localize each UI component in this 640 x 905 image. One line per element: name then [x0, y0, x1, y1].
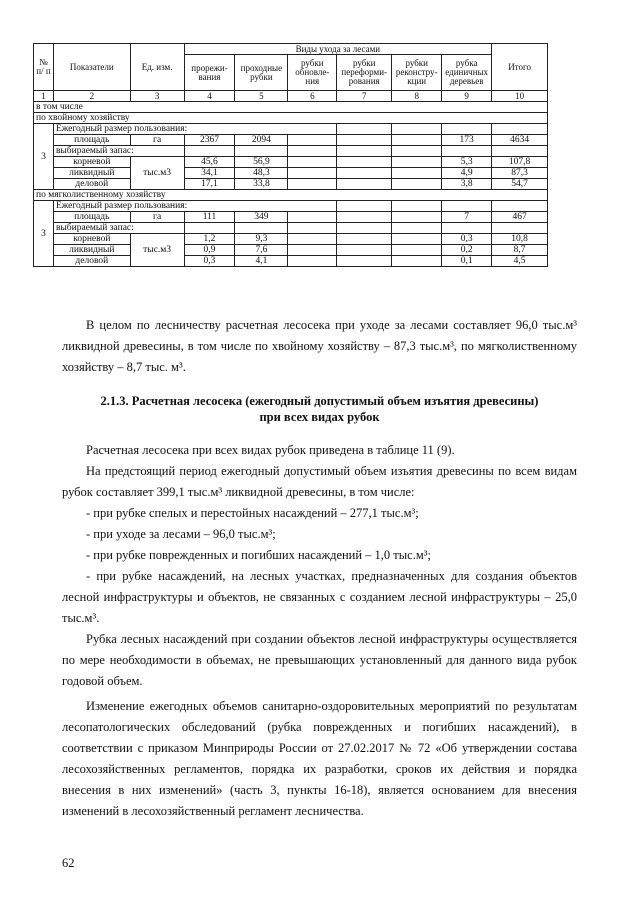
- heading-line-1: 2.1.3. Расчетная лесосека (ежегодный допустимый объем изъятия древесины): [100, 394, 539, 408]
- col-number: 1: [34, 91, 54, 102]
- table-cell: [392, 256, 442, 267]
- header-num: № п/ п: [34, 44, 54, 91]
- table-cell: [392, 157, 442, 168]
- table-cell: 173: [442, 135, 492, 146]
- bullet-infrastructure: - при рубке насаждений, на лесных участках, предназначенных для создания объектов лесной инфраструктуры и объектов, не связанных с созданием лесной инфраструктуры – 25,0 тыс.м³.: [62, 569, 577, 625]
- table-row: [34, 124, 548, 135]
- table-cell: 5,3: [442, 157, 492, 168]
- paragraph-annual-volume: На предстоящий период ежегодный допустимый объем изъятия древесины по всем видам рубок составляет 399,1 тыс.м³ ликвидной древесины, в том числе:: [62, 464, 577, 499]
- table-cell: 0,9: [184, 245, 235, 256]
- body-text-block: [62, 440, 577, 822]
- table-cell: 2367: [184, 135, 235, 146]
- table-cell: [337, 212, 392, 223]
- page-number: 62: [62, 856, 75, 870]
- table-cell: 4,9: [442, 168, 492, 179]
- row-label: деловой: [53, 256, 130, 267]
- table-row: [34, 157, 548, 168]
- stock-unit: тыс.м3: [130, 157, 184, 190]
- table-cell: 467: [492, 212, 548, 223]
- table-cell: 0,3: [184, 256, 235, 267]
- table-cell: 45,6: [184, 157, 235, 168]
- table-cell: 54,7: [492, 179, 548, 190]
- col-number: 5: [235, 91, 288, 102]
- table-cell: 48,3: [235, 168, 288, 179]
- paragraph-table-ref: Расчетная лесосека при всех видах рубок приведена в таблице 11 (9).: [86, 443, 455, 457]
- row-label: корневой: [53, 157, 130, 168]
- annual-size-label: Ежегодный размер пользования:: [53, 201, 336, 212]
- area-unit: га: [130, 135, 184, 146]
- table-cell: [337, 157, 392, 168]
- table-row: [34, 234, 548, 245]
- table-cell: 9,3: [235, 234, 288, 245]
- table-cell: 0,3: [442, 234, 492, 245]
- bullet-forest-care: - при уходе за лесами – 96,0 тыс.м³;: [86, 527, 276, 541]
- table-cell: [337, 135, 392, 146]
- column-numbers-row: [34, 91, 548, 102]
- including-label: в том числе: [34, 102, 548, 113]
- col-number: 2: [53, 91, 130, 102]
- header-unit: Ед. изм.: [130, 44, 184, 91]
- table-cell: [392, 212, 442, 223]
- area-label: площадь: [53, 135, 130, 146]
- bullet-mature-stands: - при рубке спелых и перестойных насаждений – 277,1 тыс.м³;: [86, 506, 419, 520]
- paragraph-summary: В целом по лесничеству расчетная лесосека при уходе за лесами составляет 96,0 тыс.м³ ликвидной древесины, в том числе по хвойному хозяйству – 87,3 тыс.м³, по мягколиственному хозяйству – 8,7 тыс. м³.: [62, 318, 577, 374]
- col-number: 10: [492, 91, 548, 102]
- table-cell: 0,1: [442, 256, 492, 267]
- table-cell: [288, 234, 337, 245]
- header-col-single-trees: рубка единичных деревьев: [442, 55, 492, 91]
- annual-size-label: Ежегодный размер пользования:: [53, 124, 336, 135]
- col-number: 8: [392, 91, 442, 102]
- table-cell: [288, 179, 337, 190]
- table-cell: [288, 256, 337, 267]
- table-cell: 4634: [492, 135, 548, 146]
- table-cell: 111: [184, 212, 235, 223]
- table-cell: [392, 168, 442, 179]
- row-num: 3: [34, 124, 54, 190]
- table-cell: 1,2: [184, 234, 235, 245]
- table-cell: 33,8: [235, 179, 288, 190]
- table-row: [34, 245, 548, 256]
- table-row: [34, 201, 548, 212]
- row-num: 3: [34, 201, 54, 267]
- table-cell: 7: [442, 212, 492, 223]
- paragraph-sanitary-changes: Изменение ежегодных объемов санитарно-оздоровительных мероприятий по результатам лесопатологических обследований (рубка поврежденных и погибших насаждений), в соответствии с приказом Минприроды России от 27.02.2017 № 72 «Об утверждении состава лесохозяйственных регламентов, порядка их разработки, сроков их действия и порядка внесения в них изменений» (часть 3, пункты 16-18), является основанием для внесения изменений в лесохозяйственный регламент лесничества.: [62, 699, 577, 818]
- section-heading: [62, 393, 577, 425]
- table-cell: [288, 245, 337, 256]
- table-cell: 17,1: [184, 179, 235, 190]
- header-indicators: Показатели: [53, 44, 130, 91]
- table-cell: 0,2: [442, 245, 492, 256]
- row-label: ликвидный: [53, 245, 130, 256]
- table-header-row: [34, 44, 548, 55]
- table-cell: 56,9: [235, 157, 288, 168]
- table-row: [34, 146, 548, 157]
- row-label: ликвидный: [53, 168, 130, 179]
- table-row: [34, 212, 548, 223]
- paragraph-infrastructure-cutting: Рубка лесных насаждений при создании объектов лесной инфраструктуры осуществляется по мере необходимости в объемах, не превышающих установленный для данного вида рубок годовой объем.: [62, 632, 577, 688]
- header-types-group: Виды ухода за лесами: [184, 44, 492, 55]
- table-cell: 8,7: [492, 245, 548, 256]
- stock-label: выбираемый запас:: [53, 223, 184, 234]
- table-row: [34, 113, 548, 124]
- table-cell: 87,3: [492, 168, 548, 179]
- row-label: деловой: [53, 179, 130, 190]
- table-cell: [392, 245, 442, 256]
- table-cell: 2094: [235, 135, 288, 146]
- table-cell: 107,8: [492, 157, 548, 168]
- header-col-reconstruction: рубки реконстру-кции: [392, 55, 442, 91]
- header-col-passing: проходные рубки: [235, 55, 288, 91]
- table-cell: [392, 234, 442, 245]
- table-cell: 7,6: [235, 245, 288, 256]
- table-cell: [337, 234, 392, 245]
- table-cell: [337, 168, 392, 179]
- table-cell: [392, 179, 442, 190]
- stock-unit: тыс.м3: [130, 234, 184, 267]
- table-row: [34, 179, 548, 190]
- col-number: 9: [442, 91, 492, 102]
- table-cell: [337, 256, 392, 267]
- table-row: [34, 168, 548, 179]
- header-col-thinning: прорежи-вания: [184, 55, 235, 91]
- header-col-reforming: рубки переформи-рования: [337, 55, 392, 91]
- table-cell: [288, 157, 337, 168]
- table-row: [34, 190, 548, 201]
- table-cell: 3,8: [442, 179, 492, 190]
- area-unit: га: [130, 212, 184, 223]
- table-row: [34, 102, 548, 113]
- table-cell: [288, 212, 337, 223]
- header-col-renewal: рубки обновле-ния: [288, 55, 337, 91]
- bullet-damaged-stands: - при рубке поврежденных и погибших насаждений – 1,0 тыс.м³;: [86, 548, 431, 562]
- table-cell: [337, 179, 392, 190]
- table-cell: [288, 135, 337, 146]
- area-label: площадь: [53, 212, 130, 223]
- col-number: 4: [184, 91, 235, 102]
- table-cell: 4,5: [492, 256, 548, 267]
- care-cutting-table: [33, 43, 548, 267]
- table-row: [34, 135, 548, 146]
- section-softwood: по мягколиственному хозяйству: [34, 190, 548, 201]
- table-cell: 10,8: [492, 234, 548, 245]
- stock-label: выбираемый запас:: [53, 146, 184, 157]
- row-label: корневой: [53, 234, 130, 245]
- table-cell: 4,1: [235, 256, 288, 267]
- table-cell: [337, 245, 392, 256]
- heading-line-2: при всех видах рубок: [259, 410, 380, 424]
- col-number: 3: [130, 91, 184, 102]
- section-coniferous: по хвойному хозяйству: [34, 113, 548, 124]
- table-cell: 34,1: [184, 168, 235, 179]
- col-number: 6: [288, 91, 337, 102]
- table-cell: [392, 135, 442, 146]
- table-row: [34, 256, 548, 267]
- col-number: 7: [337, 91, 392, 102]
- table-row: [34, 223, 548, 234]
- header-total: Итого: [492, 44, 548, 91]
- table-cell: [288, 168, 337, 179]
- table-cell: 349: [235, 212, 288, 223]
